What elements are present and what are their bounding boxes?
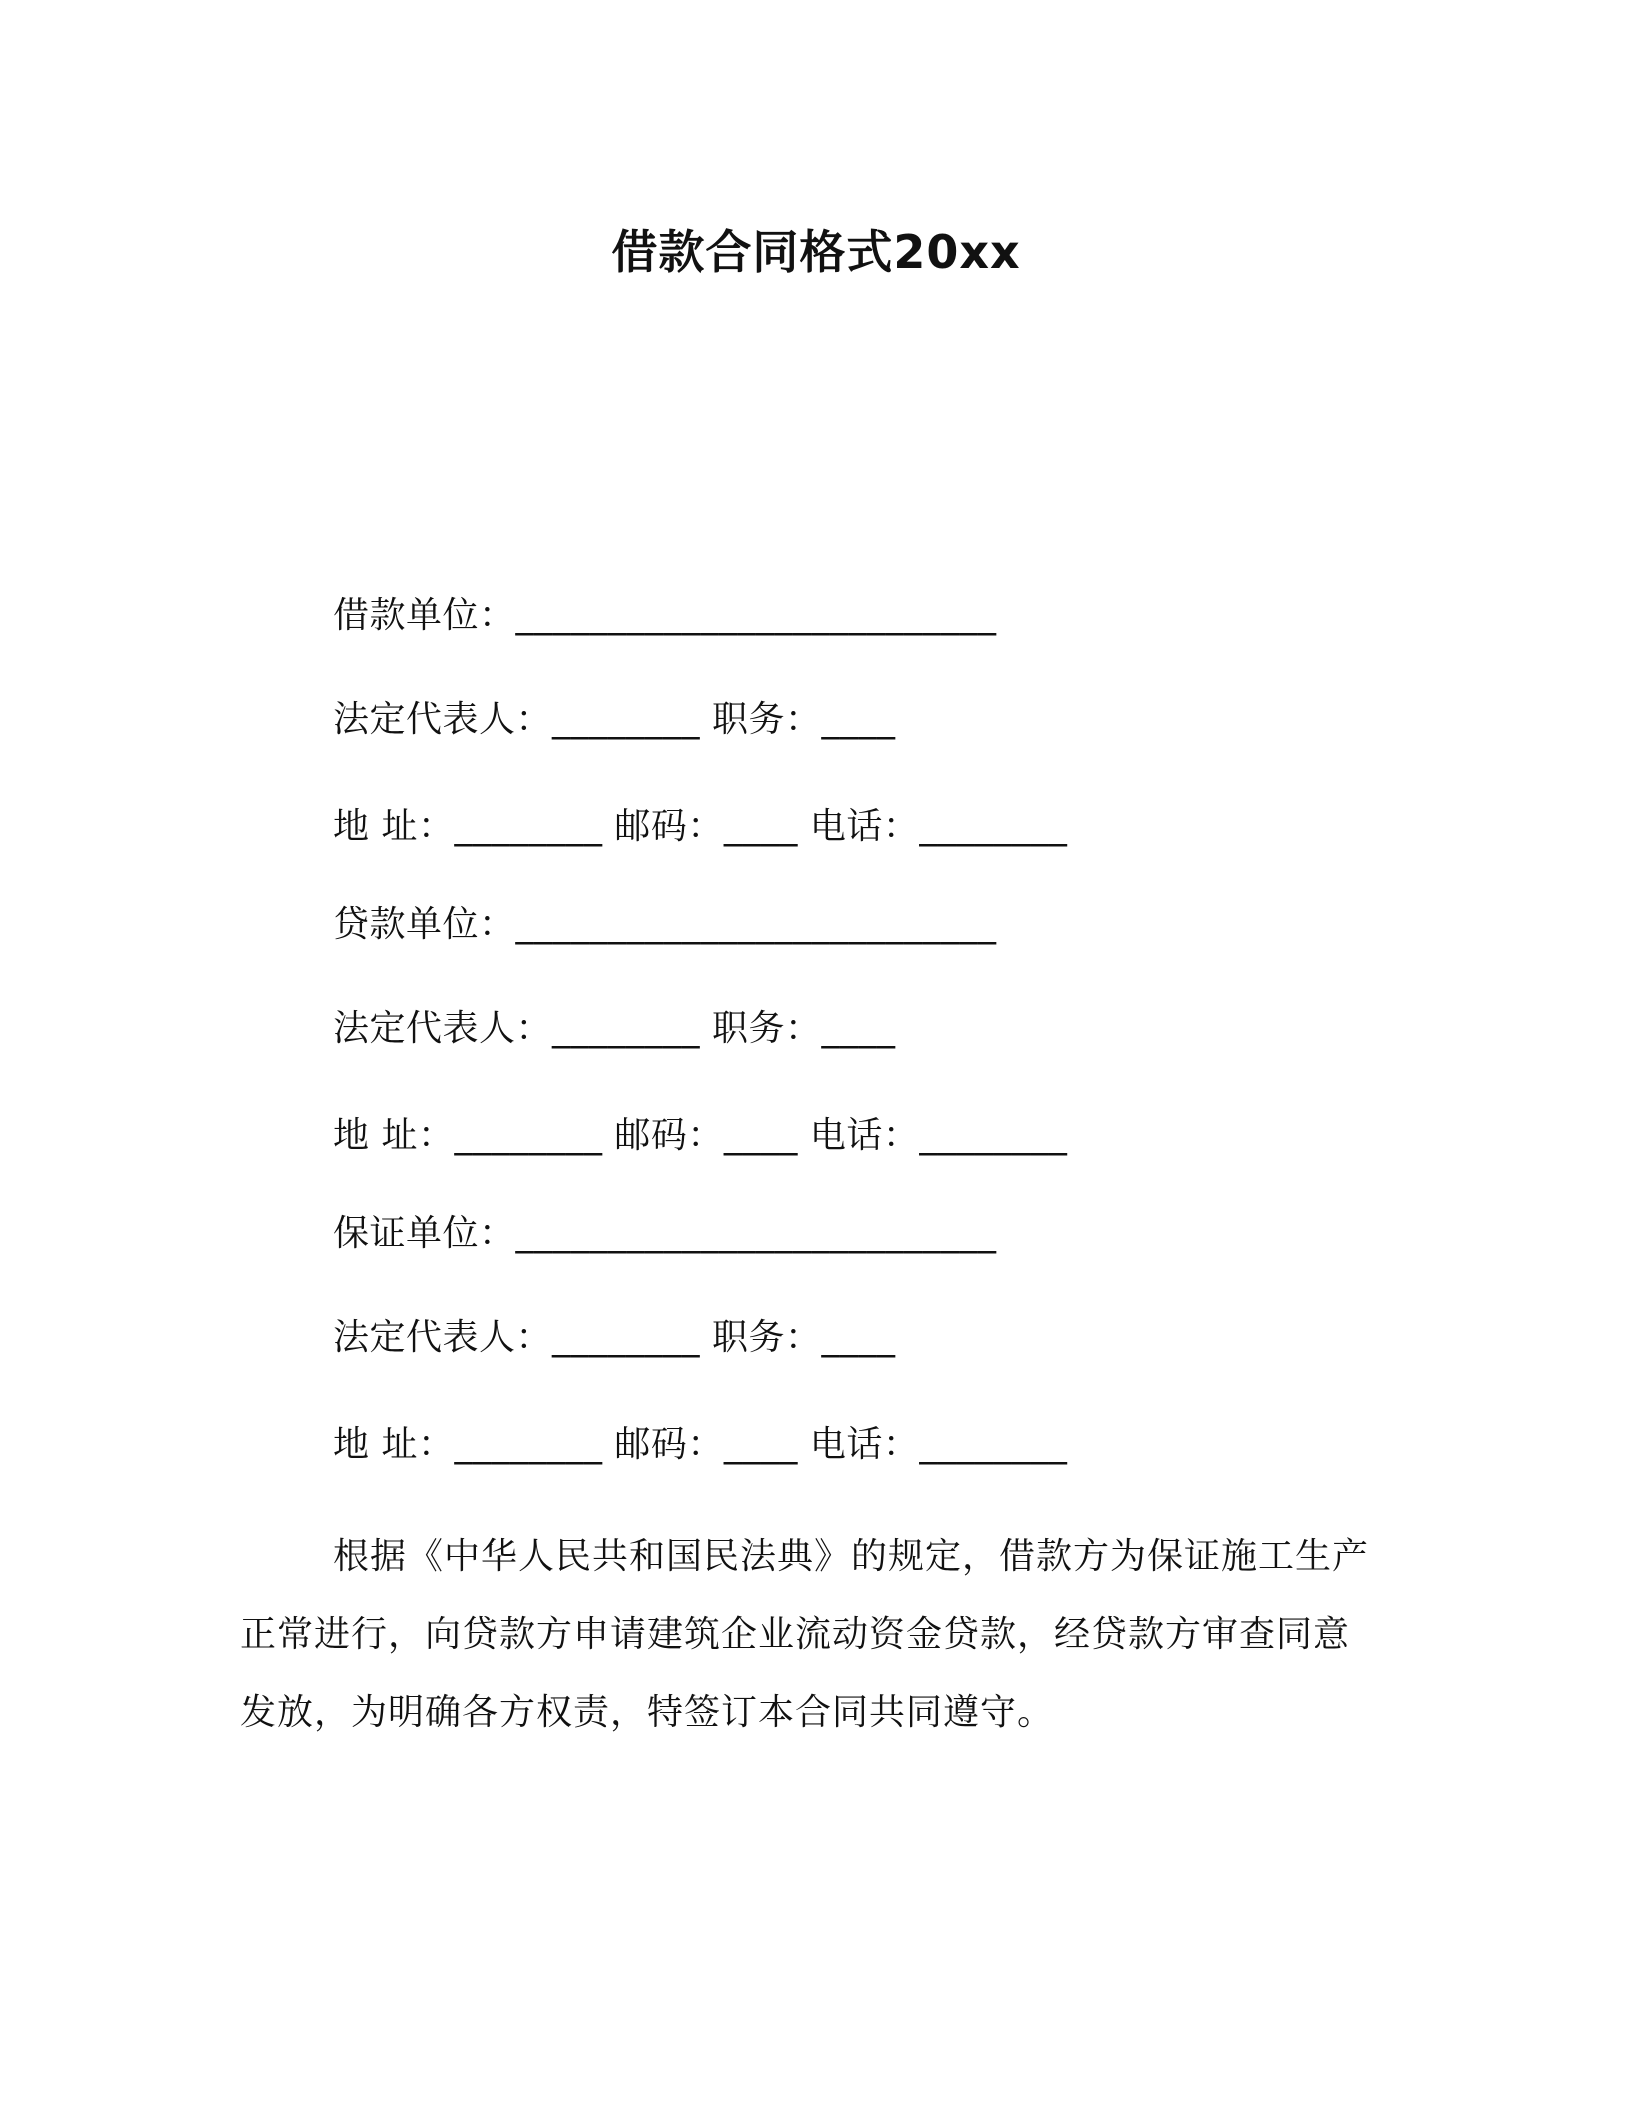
borrower-unit-line: 借款单位：__________________________ xyxy=(333,595,997,636)
guarantor-address-line: 地 址：________ 邮码：____ 电话：________ xyxy=(333,1424,1068,1465)
guarantor-representative-line: 法定代表人：________ 职务：____ xyxy=(333,1317,896,1358)
lender-representative-line: 法定代表人：________ 职务：____ xyxy=(333,1008,896,1049)
guarantor-unit-line: 保证单位：__________________________ xyxy=(333,1213,997,1254)
borrower-representative-line: 法定代表人：________ 职务：____ xyxy=(333,699,896,740)
lender-address-line: 地 址：________ 邮码：____ 电话：________ xyxy=(333,1115,1068,1156)
contract-intro-paragraph: 根据《中华人民共和国民法典》的规定，借款方为保证施工生产正常进行，向贷款方申请建筑企业流动资金贷款，经贷款方审查同意发放，为明确各方权责，特签订本合同共同遵守。 xyxy=(240,1536,1370,1733)
borrower-address-line: 地 址：________ 邮码：____ 电话：________ xyxy=(333,806,1068,847)
document-title: 借款合同格式20xx xyxy=(611,225,1021,279)
lender-unit-line: 贷款单位：__________________________ xyxy=(333,904,997,945)
